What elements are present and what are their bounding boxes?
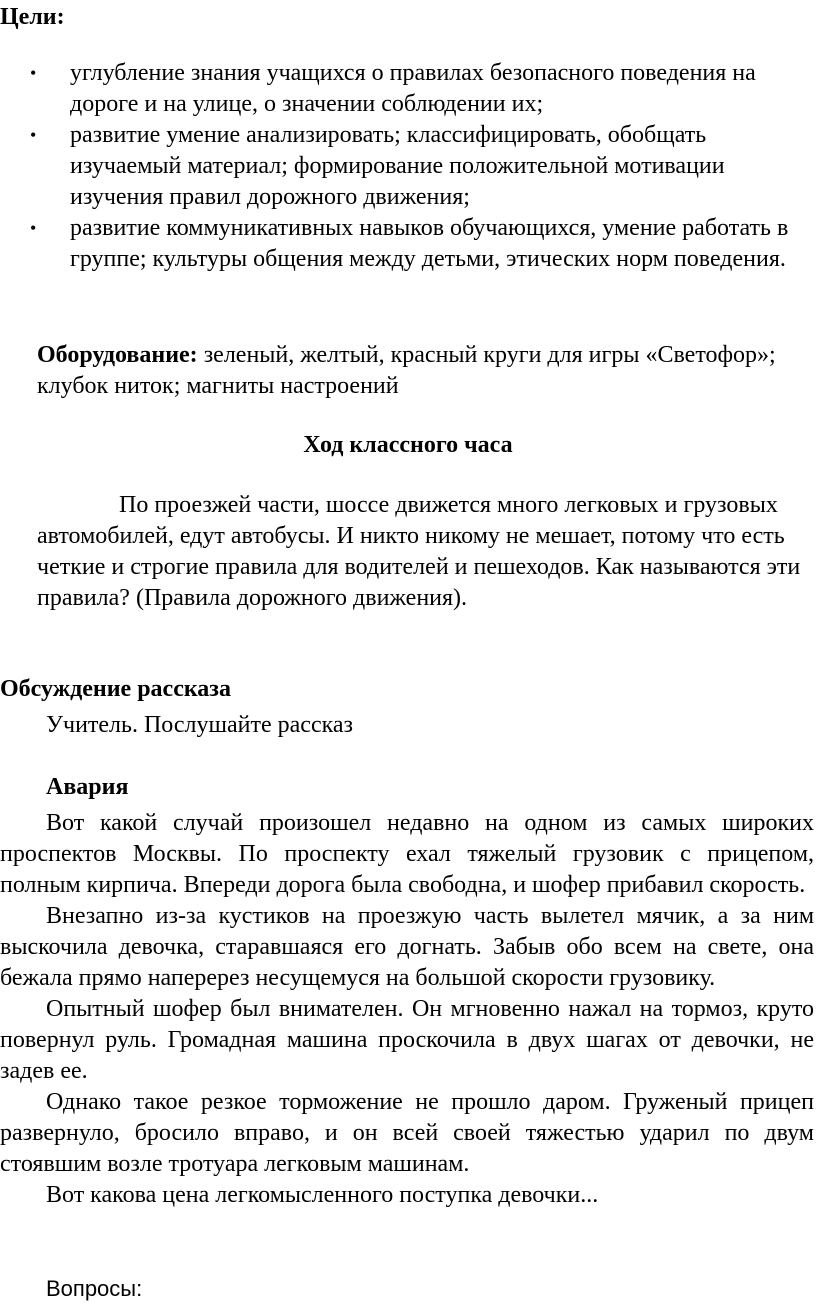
goal-text: развитие умение анализировать; классифицировать, обобщать изучаемый материал; формирование положительной мотивации изучения правил дорожного движения; — [70, 122, 725, 210]
story-paragraph: Опытный шофер был внимателен. Он мгновенно нажал на тормоз, круто повернул руль. Громадная машина проскочила в двух шагах от девочки, не задев ее. — [0, 996, 814, 1084]
intro-paragraph: По проезжей части, шоссе движется много легковых и грузовых автомобилей, едут автобусы. И никто никому не мешает, потому что есть четкие и строгие правила для водителей и пешеходов. Как называются эти правила? (Правила дорожного движения). — [37, 492, 801, 611]
story-paragraph: Однако такое резкое торможение не прошло даром. Груженый прицеп развернуло, бросило вправо, и он всей своей тяжестью ударил по двум стоявшим возле тротуара легковым машинам. — [0, 1089, 814, 1177]
goal-text: углубление знания учащихся о правилах безопасного поведения на дороге и на улице, о значении соблюдении их; — [70, 60, 756, 117]
story-paragraph: Вот какова цена легкомысленного поступка девочки... — [46, 1182, 599, 1208]
list-item — [0, 213, 810, 275]
list-item — [0, 120, 810, 213]
lesson-title: Ход классного часа — [303, 432, 513, 458]
questions-label: Вопросы: — [46, 1276, 143, 1301]
list-item — [0, 58, 810, 120]
bullet-icon: • — [30, 125, 37, 145]
bullet-icon: • — [30, 218, 37, 238]
goals-list — [0, 58, 816, 275]
story-title: Авария — [46, 774, 129, 800]
equipment-text: зеленый, желтый, красный круги для игры «Светофор»; клубок ниток; магниты настроений — [37, 342, 776, 399]
goal-text: развитие коммуникативных навыков обучающихся, умение работать в группе; культуры общения между детьми, этических норм поведения. — [70, 215, 789, 272]
equipment-label: Оборудование: — [37, 342, 198, 368]
story-body — [0, 808, 814, 1211]
equipment-paragraph — [37, 340, 797, 402]
story-paragraph: Внезапно из-за кустиков на проезжую часть вылетел мячик, а за ним выскочила девочка, старавшаяся его догнать. Забыв обо всем на свете, она бежала прямо наперерез несущемуся на большой скорости грузовику. — [0, 903, 814, 991]
teacher-line: Учитель. Послушайте рассказ — [46, 712, 354, 738]
story-paragraph: Вот какой случай произошел недавно на одном из самых широких проспектов Москвы. По проспекту ехал тяжелый грузовик с прицепом, полным кирпича. Впереди дорога была свободна, и шофер прибавил скорость. — [0, 810, 814, 898]
goals-heading: Цели: — [0, 4, 65, 30]
bullet-icon: • — [30, 63, 37, 83]
discussion-heading: Обсуждение рассказа — [0, 676, 231, 702]
